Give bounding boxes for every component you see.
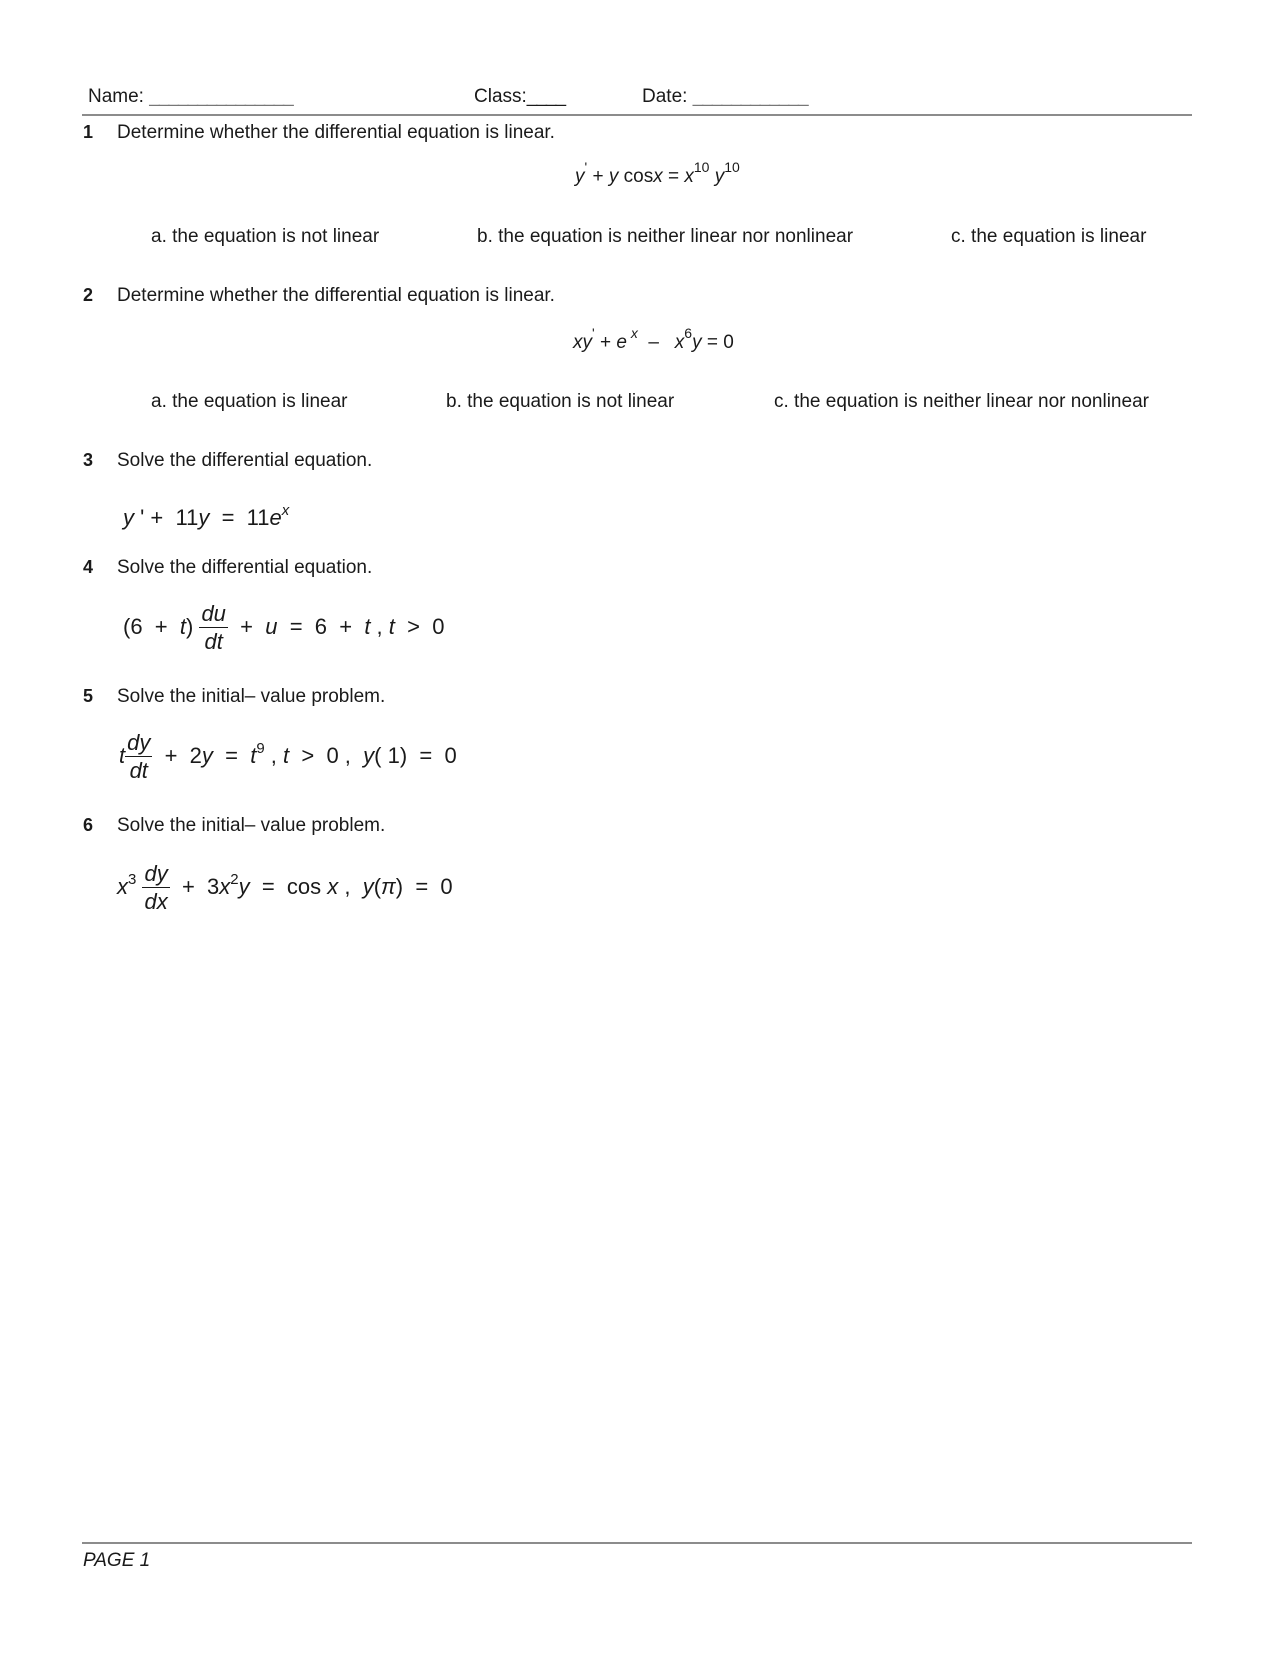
question-4-number: 4 (83, 557, 94, 577)
class-label: Class: (474, 86, 527, 107)
question-2-number: 2 (83, 285, 94, 305)
question-3-number: 3 (83, 450, 94, 470)
page-label: PAGE 1 (83, 1550, 151, 1571)
question-6-equation: $x^3$ $\frac{dy}{dx}$ + $3x^2y = \cos x$ , y(π) = 0 (117, 861, 453, 914)
question-5-equation: t $\frac{dy}{dt}$ + $2y = t^9$ , t > 0 , y( 1) = 0 (119, 730, 457, 783)
question-1-text: Determine whether the differential equation is linear. (117, 122, 555, 143)
question-1-choice-b[interactable]: b. the equation is neither linear nor nonlinear (477, 226, 854, 247)
question-2-text: Determine whether the differential equation is linear. (117, 285, 555, 306)
name-label: Name: (88, 86, 144, 107)
question-2-equation: xy' + e $^x - x^6y = 0$ (573, 325, 734, 353)
du-dt-fraction: $\frac{du}{dt}$ (201, 601, 226, 654)
dy-dt-fraction: $\frac{dy}{dt}$ (127, 730, 151, 783)
question-2-choice-c[interactable]: c. the equation is neither linear nor nonlinear (774, 391, 1149, 412)
question-6-text: Solve the initial– value problem. (117, 815, 386, 836)
question-1-equation: y' + y $\cos x = x^{10}$ $y^{10}$ (575, 159, 740, 187)
question-5-text: Solve the initial– value problem. (117, 686, 386, 707)
question-3-text: Solve the differential equation. (117, 450, 373, 471)
name-blank[interactable]: _______________ (149, 86, 293, 107)
question-1-number: 1 (83, 122, 94, 142)
question-4-equation: (6 + t) $\frac{du}{dt}$ + u = 6 + t , t > 0 (123, 601, 445, 654)
question-5-number: 5 (83, 686, 94, 706)
footer-rule (82, 1542, 1192, 1544)
name-field (88, 86, 293, 108)
date-field (642, 86, 808, 108)
class-blank[interactable]: ____ (526, 86, 566, 107)
question-1-choice-c[interactable]: c. the equation is linear (951, 226, 1147, 247)
dy-dx-fraction: $\frac{dy}{dx}$ (144, 861, 168, 914)
header-rule (82, 114, 1192, 116)
date-label: Date: (642, 86, 688, 107)
question-2-choice-b[interactable]: b. the equation is not linear (446, 391, 675, 412)
question-2-choice-a[interactable]: a. the equation is linear (151, 391, 348, 412)
question-4-text: Solve the differential equation. (117, 557, 373, 578)
date-blank[interactable]: ____________ (692, 86, 808, 107)
class-field (474, 86, 565, 108)
question-3-equation: y ' + $11y = 11e^x$ (123, 502, 290, 530)
question-6-number: 6 (83, 815, 94, 835)
question-1-choice-a[interactable]: a. the equation is not linear (151, 226, 380, 247)
